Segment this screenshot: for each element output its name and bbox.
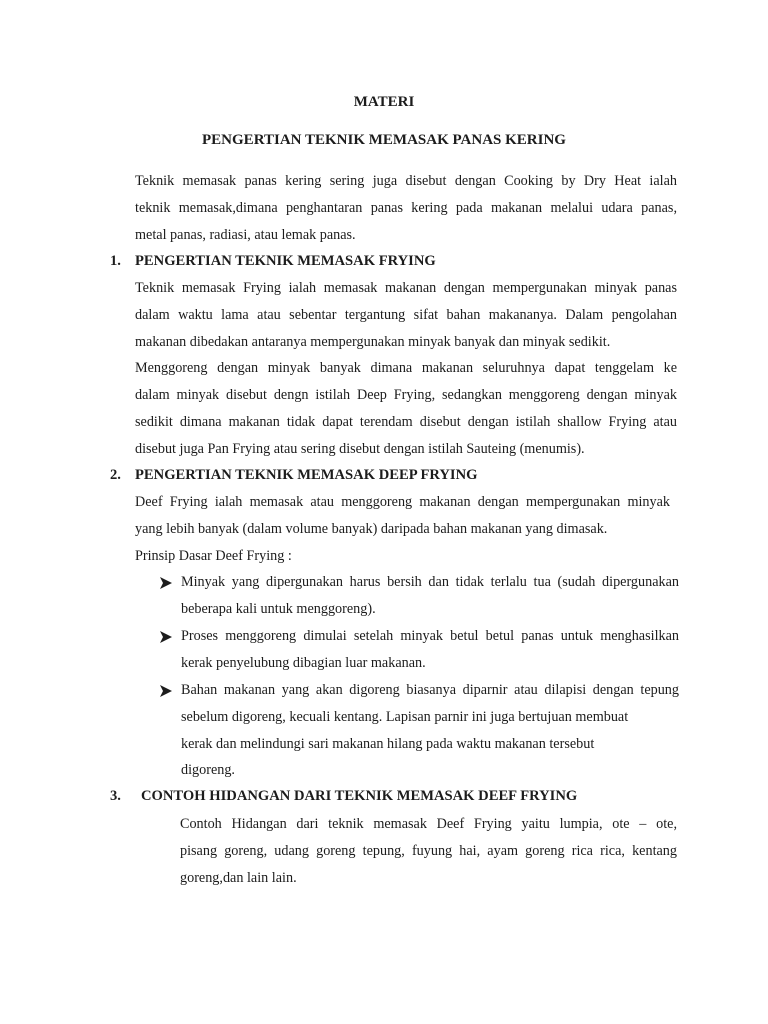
paragraph-line: makanan dibedakan antaranya mempergunakan minyak banyak dan minyak sedikit. (135, 333, 611, 350)
bullet-line: Bahan makanan yang akan digoreng biasanya diparnir atau dilapisi dengan tepung (181, 682, 679, 698)
section-heading-text: PENGERTIAN TEKNIK MEMASAK DEEP FRYING (135, 467, 478, 483)
section-heading-text: CONTOH HIDANGAN DARI TEKNIK MEMASAK DEEF FRYING (141, 788, 578, 804)
arrowhead-bullet-icon (159, 576, 173, 590)
arrowhead-bullet-icon (159, 684, 173, 698)
principle-label: Prinsip Dasar Deef Frying : (135, 547, 292, 564)
section-heading-text: PENGERTIAN TEKNIK MEMASAK FRYING (135, 253, 436, 269)
paragraph-line: metal panas, radiasi, atau lemak panas. (135, 226, 356, 243)
paragraph-line: Teknik memasak Frying ialah memasak makanan dengan mempergunakan minyak panas (135, 280, 677, 296)
paragraph-line: goreng,dan lain lain. (180, 869, 297, 886)
section-1-heading (110, 253, 436, 270)
paragraph-line: pisang goreng, udang goreng tepung, fuyung hai, ayam goreng rica rica, kentang (180, 842, 677, 859)
section-2-paragraph (135, 489, 670, 569)
section-3-heading (110, 788, 577, 805)
paragraph-line: disebut juga Pan Frying atau sering disebut dengan istilah Sauteing (menumis). (135, 440, 585, 457)
bullet-line: kerak dan melindungi sari makanan hilang pada waktu makanan tersebut (181, 735, 595, 752)
document-subtitle: PENGERTIAN TEKNIK MEMASAK PANAS KERING (202, 132, 566, 148)
section-1-paragraph (135, 275, 677, 463)
bullet-line: Proses menggoreng dimulai setelah minyak betul betul panas untuk menghasilkan (181, 628, 679, 644)
paragraph-line: Contoh Hidangan dari teknik memasak Deef Frying yaitu lumpia, ote – ote, (180, 816, 677, 832)
bullet-line: beberapa kali untuk menggoreng). (181, 600, 376, 617)
section-number: 2. (110, 467, 121, 483)
arrowhead-bullet-icon (159, 630, 173, 644)
bullet-line: Minyak yang dipergunakan harus bersih dan tidak terlalu tua (sudah dipergunakan (181, 574, 679, 590)
document-title: MATERI (353, 94, 415, 110)
paragraph-line: Menggoreng dengan minyak banyak dimana makanan seluruhnya dapat tenggelam ke (135, 360, 677, 377)
paragraph-line: dalam waktu lama atau sebentar tergantung sifat bahan makananya. Dalam pengolahan (135, 306, 677, 323)
paragraph-line: teknik memasak,dimana penghantaran panas kering pada makanan melalui udara panas, (135, 199, 677, 216)
intro-paragraph (135, 168, 677, 248)
paragraph-line: Teknik memasak panas kering sering juga disebut dengan Cooking by Dry Heat ialah (135, 173, 677, 189)
paragraph-line: Deef Frying ialah memasak atau menggoreng makanan dengan mempergunakan minyak (135, 494, 670, 510)
section-number: 3. (110, 788, 121, 804)
section-number: 1. (110, 253, 121, 269)
paragraph-line: yang lebih banyak (dalam volume banyak) daripada bahan makanan yang dimasak. (135, 520, 608, 537)
bullet-line: digoreng. (181, 762, 235, 779)
section-2-heading (110, 467, 478, 484)
paragraph-line: dalam minyak disebut dengn istilah Deep Frying, sedangkan menggoreng dengan minyak (135, 387, 677, 404)
section-3-paragraph (180, 811, 677, 891)
paragraph-line: sedikit dimana makanan tidak dapat terendam disebut dengan istilah shallow Frying atau (135, 413, 677, 430)
bullet-line: sebelum digoreng, kecuali kentang. Lapisan parnir ini juga bertujuan membuat (181, 708, 629, 725)
bullet-line: kerak penyelubung dibagian luar makanan. (181, 654, 426, 671)
